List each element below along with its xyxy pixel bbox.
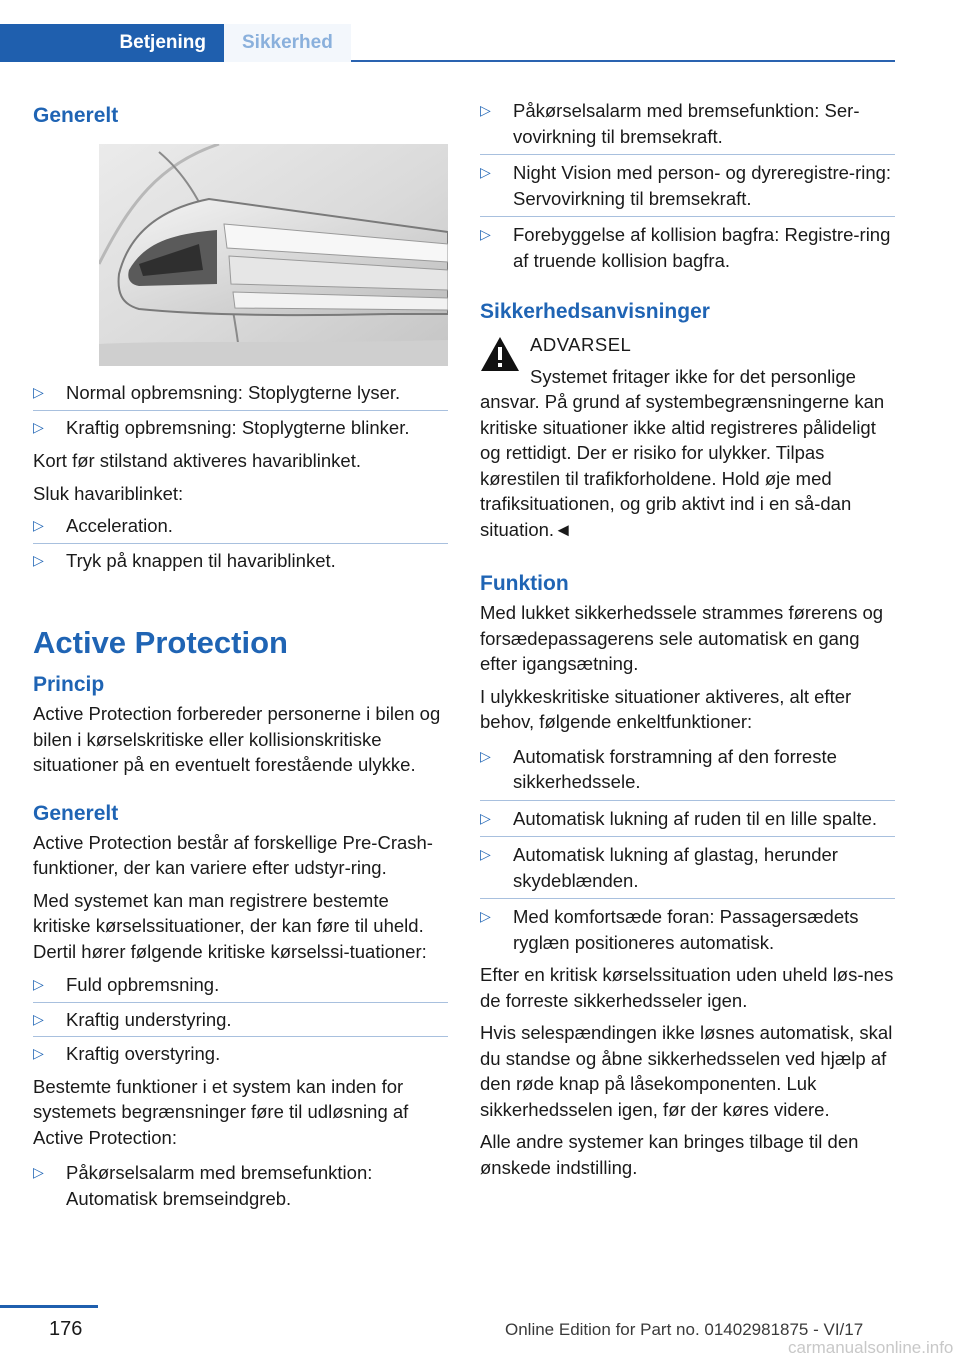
heading-funktion: Funktion [480,572,569,595]
trigger-list-right [480,98,895,278]
edition-text: Online Edition for Part no. 01402981875 - VI/17 [505,1320,864,1339]
paragraph: Active Protection består af forskellige Pre-Crash-funktioner, der kan variere efter udstyr-ring. [33,831,433,878]
list-item: ▷ Med komfortsæde foran: Passagersædets ryglæn positioneres automatisk. [480,906,859,953]
tab-betjening[interactable]: Betjening [0,24,224,62]
list-item: ▷ Night Vision med person- og dyreregistre-ring: Servovirkning til bremsekraft. [480,155,895,217]
list-item: ▷ Påkørselsalarm med bremsefunktion: Ser-vovirkning til bremsekraft. [480,98,895,155]
paragraph: Alle andre systemer kan bringes tilbage til den ønskede indstilling. [480,1131,859,1178]
triangle-bullet-icon: ▷ [480,846,491,862]
list-item: ▷ Normal opbremsning: Stoplygterne lyser. [33,376,448,411]
paragraph: Active Protection forbereder personerne i bilen og bilen i kørselskritiske eller kollisionskritiske situationer på en eventuelt forestående ulykke. [33,703,441,775]
watermark: carmanualsonline.info [788,1338,954,1357]
triangle-bullet-icon: ▷ [480,747,491,764]
list-item: ▷ Forebyggelse af kollision bagfra: Registre-ring af truende kollision bagfra. [480,224,891,271]
warning-block [480,332,895,358]
left-column [33,98,448,1215]
paragraph: Efter en kritisk kørselssituation uden uheld løs-nes de forreste sikkerhedsseler igen. [480,964,894,1011]
triangle-bullet-icon: ▷ [33,1164,44,1180]
list-item: ▷ Automatisk lukning af ruden til en lille spalte. [480,801,895,838]
footer-rule [0,1305,98,1308]
list-item: ▷ Kraftig overstyring. [33,1037,448,1071]
heading-princip: Princip [33,673,105,696]
warning-text: Systemet fritager ikke for det personlige ansvar. På grund af systembegrænsningerne kan kritiske situationer ikke altid registreres pålideligt og rettidigt. Der er risiko for ulykker. Tilpas kørestilen til trafikforholdene. Hold øje med trafiksituationen, og grib aktivt ind i en så-dan situation.◄ [480,365,885,540]
triangle-bullet-icon: ▷ [33,551,44,568]
paragraph: Med lukket sikkerhedssele strammes førerens og forsædepassagerens sele automatisk en gang efter igangsætning. [480,602,884,674]
triangle-bullet-icon: ▷ [33,1045,44,1061]
triangle-bullet-icon: ▷ [33,418,44,435]
sluk-list [33,509,448,577]
list-item: ▷ Automatisk forstramning af den forreste sikkerhedssele. [480,739,895,801]
brake-list [33,376,448,444]
warning-triangle-icon [480,336,520,372]
list-item: ▷ Automatisk lukning af glastag, herunder skydeblænden. [480,837,895,899]
triangle-bullet-icon: ▷ [480,809,491,826]
paragraph: Hvis selespændingen ikke løsnes automatisk, skal du standse og åbne sikkerhedsselen ved hjælp af den røde knap på låsekomponenten. Luk sikkerhedsselen igen, før der køres videre. [480,1022,893,1120]
triangle-bullet-icon: ▷ [33,1010,44,1027]
list-item: ▷ Tryk på knappen til havariblinket. [33,544,448,578]
triangle-bullet-icon: ▷ [480,226,491,242]
paragraph: Sluk havariblinket: [33,482,184,504]
tail-light-image [99,144,514,366]
heading-generelt: Generelt [33,104,119,127]
triangle-bullet-icon: ▷ [480,164,491,180]
right-column [480,98,895,1180]
function-list [480,739,895,961]
paragraph: Med systemet kan man registrere bestemte kritiske kørselssituationer, der kan føre til uheld. Dertil hører følgende kritiske kørselssi-tuationer: [33,889,427,962]
list-item: ▷ Fuld opbremsning. [33,968,448,1003]
tab-sikkerhed[interactable]: Sikkerhed [224,24,351,62]
triangle-bullet-icon: ▷ [480,908,491,924]
page-number: 176 [49,1318,83,1340]
paragraph: Bestemte funktioner i et system kan inden for systemets begrænsninger føre til udløsning af Active Protection: [33,1075,409,1148]
warning-title: ADVARSEL [530,334,632,355]
heading-generelt-2: Generelt [33,801,119,825]
list-item: ▷ Acceleration. [33,509,448,544]
title-active-protection: Active Protection [33,625,288,660]
list-item: ▷ Kraftig understyring. [33,1003,448,1038]
triangle-bullet-icon: ▷ [33,517,44,533]
heading-sikkerhedsanvisninger: Sikkerhedsanvisninger [480,300,710,323]
triangle-bullet-icon: ▷ [33,976,44,992]
tab-bar [0,24,895,62]
triangle-bullet-icon: ▷ [480,102,491,118]
paragraph: I ulykkeskritiske situationer aktiveres, alt efter behov, følgende enkeltfunktioner: [480,685,852,732]
list-item: ▷ Kraftig opbremsning: Stoplygterne blinker. [33,411,448,445]
paragraph: Kort før stilstand aktiveres havariblinket. [33,450,361,471]
triangle-bullet-icon: ▷ [33,384,44,400]
list-item: ▷ Påkørselsalarm med bremsefunktion: Automatisk bremseindgreb. [33,1162,373,1209]
tail-light-illustration [99,144,448,366]
trigger-list-left [33,1156,448,1215]
situation-list [33,968,448,1071]
